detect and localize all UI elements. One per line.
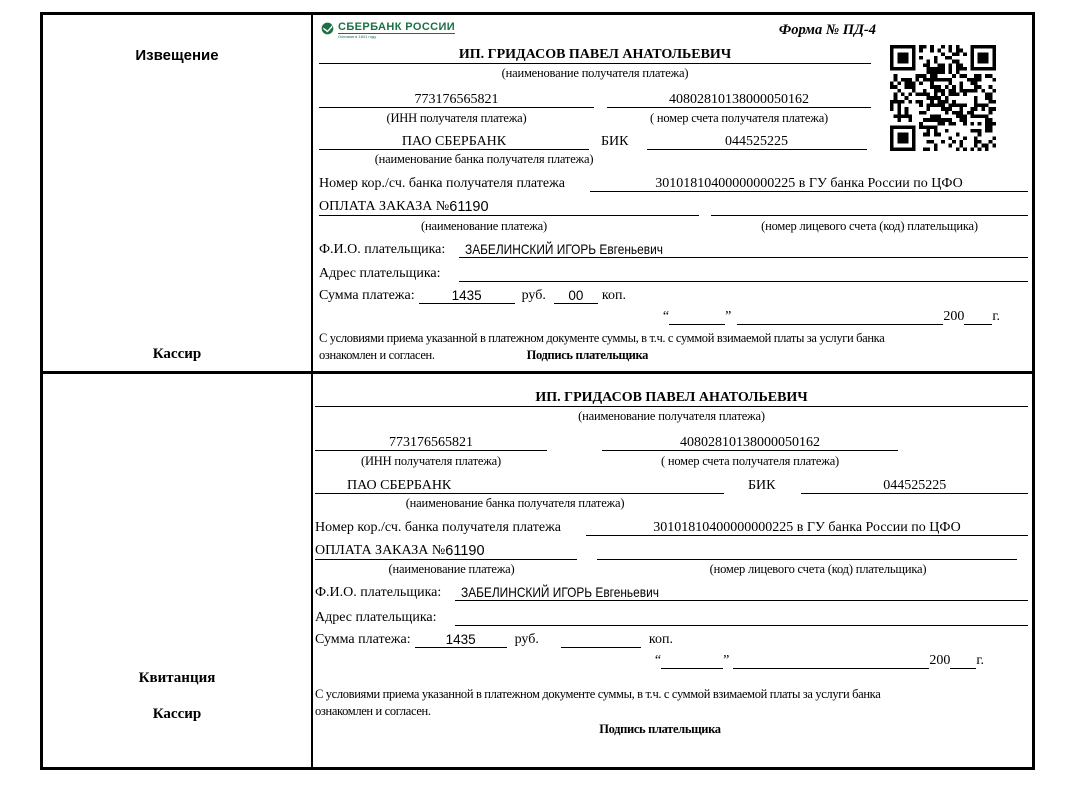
signature-label-notice: Подпись плательщика xyxy=(526,347,649,362)
bik-label: БИК xyxy=(601,133,629,149)
corr-account-value: 30101810400000000225 в ГУ банка России по ЦФО xyxy=(655,175,963,191)
address-field xyxy=(459,281,1028,282)
payee-name-block xyxy=(319,43,871,81)
payee-name-caption-receipt: (наименование получателя платежа) xyxy=(578,409,765,423)
fio-field-receipt xyxy=(455,585,1028,601)
personal-account-caption-receipt: (номер лицевого счета (код) плательщика) xyxy=(709,562,927,576)
corr-account-label: Номер кор./сч. банка получателя платежа xyxy=(319,175,565,191)
amount-rub-field-receipt xyxy=(415,633,507,648)
bik-field-receipt xyxy=(801,478,1028,494)
bik-value: 044525225 xyxy=(725,133,788,149)
year-prefix: 200 xyxy=(943,308,965,324)
receipt-left-cell xyxy=(43,374,313,767)
date-month-field xyxy=(737,324,943,325)
corr-account-field-receipt xyxy=(586,520,1028,536)
receipt-form-cell xyxy=(313,374,1032,767)
fio-value: ЗАБЕЛИНСКИЙ ИГОРЬ Евгеньевич xyxy=(465,241,664,258)
date-open-quote: “ xyxy=(662,308,670,324)
date-month-field-receipt xyxy=(733,668,929,669)
amount-kop-field xyxy=(554,289,598,304)
agreement-text-receipt xyxy=(315,686,1005,738)
account-value: 40802810138000050162 xyxy=(669,91,809,107)
notice-section-row xyxy=(43,15,1032,374)
notice-form-cell xyxy=(313,15,1032,371)
account-caption: ( номер счета получателя платежа) xyxy=(649,111,829,125)
order-number-value: 61190 xyxy=(449,198,489,215)
cashier-label-receipt: Кассир xyxy=(152,706,202,722)
payment-name-field xyxy=(319,199,699,216)
receipt-section-row xyxy=(43,374,1032,767)
rub-label-receipt: руб. xyxy=(514,631,539,647)
address-label: Адрес плательщика: xyxy=(319,265,441,281)
date-day-field xyxy=(669,324,725,325)
date-close-quote-receipt: ” xyxy=(723,652,730,668)
fio-field xyxy=(459,242,1028,258)
payment-name-caption: (наименование платежа) xyxy=(421,219,547,233)
qr-code xyxy=(890,45,996,151)
bank-name-field-receipt xyxy=(315,478,724,494)
notice-label: Извещение xyxy=(135,47,219,64)
corr-account-field xyxy=(590,176,1028,192)
inn-caption: (ИНН получателя платежа) xyxy=(386,111,527,125)
form-number-label: Форма № ПД-4 xyxy=(778,22,876,38)
kop-label-receipt: коп. xyxy=(648,631,673,647)
sberbank-circle-icon xyxy=(321,22,334,35)
corr-account-value-receipt: 30101810400000000225 в ГУ банка России по ЦФО xyxy=(653,519,961,535)
agreement-line2-receipt: ознакомлен и согласен. xyxy=(315,703,431,718)
sberbank-logo-tagline: Основан в 1841 году xyxy=(338,34,377,40)
receipt-label: Квитанция xyxy=(138,670,216,686)
amount-rub-value-receipt: 1435 xyxy=(445,631,476,647)
amount-label: Сумма платежа: xyxy=(319,287,415,303)
bik-label-receipt: БИК xyxy=(747,477,776,493)
fio-value-receipt: ЗАБЕЛИНСКИЙ ИГОРЬ Евгеньевич xyxy=(461,584,660,601)
bank-name-value: ПАО СБЕРБАНК xyxy=(401,133,507,149)
notice-header-row xyxy=(319,18,1028,43)
agreement-line1-receipt: С условиями приема указанной в платежном документе суммы, в т.ч. с суммой взимаемой платы за услуги банка xyxy=(315,687,881,701)
payee-name-block-receipt xyxy=(315,386,1028,424)
account-field-receipt xyxy=(602,435,898,451)
inn-field-receipt xyxy=(315,435,547,451)
agreement-line2: ознакомлен и согласен. xyxy=(319,347,435,362)
bik-field xyxy=(647,134,867,150)
inn-caption-receipt: (ИНН получателя платежа) xyxy=(361,454,501,468)
sberbank-logo-text: СБЕРБАНК РОССИИ xyxy=(338,21,456,33)
bank-name-field xyxy=(319,134,589,150)
year-suffix: г. xyxy=(992,308,1000,324)
year-prefix-receipt: 200 xyxy=(929,652,951,668)
payment-name-prefix: ОПЛАТА ЗАКАЗА № xyxy=(319,198,450,214)
amount-label-receipt: Сумма платежа: xyxy=(315,631,411,647)
address-field-receipt xyxy=(455,625,1028,626)
year-suffix-receipt: г. xyxy=(976,652,984,668)
bik-value-receipt: 044525225 xyxy=(883,477,947,493)
inn-value-receipt: 773176565821 xyxy=(389,434,473,450)
payment-name-prefix-receipt: ОПЛАТА ЗАКАЗА № xyxy=(315,542,446,558)
payment-name-caption-receipt: (наименование платежа) xyxy=(388,562,515,576)
fio-label: Ф.И.О. плательщика: xyxy=(319,241,446,257)
date-close-quote: ” xyxy=(725,308,732,324)
payment-name-field-receipt xyxy=(315,543,577,560)
account-value-receipt: 40802810138000050162 xyxy=(680,434,820,450)
kop-label: коп. xyxy=(601,287,626,303)
account-caption-receipt: ( номер счета получателя платежа) xyxy=(660,454,840,468)
personal-account-caption: (номер лицевого счета (код) плательщика) xyxy=(761,219,978,233)
bank-name-caption: (наименование банка получателя платежа) xyxy=(374,152,594,166)
year-field xyxy=(964,324,992,325)
fio-label-receipt: Ф.И.О. плательщика: xyxy=(315,584,442,600)
payee-name-receipt: ИП. ГРИДАСОВ ПАВЕЛ АНАТОЛЬЕВИЧ xyxy=(315,386,1028,407)
date-open-quote-receipt: “ xyxy=(654,652,662,668)
form-table xyxy=(40,12,1035,770)
bank-name-value-receipt: ПАО СБЕРБАНК xyxy=(347,477,452,493)
date-day-field-receipt xyxy=(661,668,723,669)
rub-label: руб. xyxy=(521,287,546,303)
inn-field xyxy=(319,92,594,108)
agreement-text-notice xyxy=(319,330,999,364)
amount-rub-field xyxy=(419,289,515,304)
account-field xyxy=(607,92,871,108)
year-field-receipt xyxy=(950,668,976,669)
sberbank-logo xyxy=(321,21,455,40)
address-label-receipt: Адрес плательщика: xyxy=(315,609,437,625)
amount-kop-value: 00 xyxy=(568,287,584,303)
amount-kop-field-receipt xyxy=(561,647,641,648)
order-number-value-receipt: 61190 xyxy=(445,542,485,559)
bank-name-caption-receipt: (наименование банка получателя платежа) xyxy=(405,496,625,510)
payee-name-caption: (наименование получателя платежа) xyxy=(501,66,689,80)
payee-name: ИП. ГРИДАСОВ ПАВЕЛ АНАТОЛЬЕВИЧ xyxy=(319,43,871,64)
signature-label-receipt: Подпись плательщика xyxy=(599,721,721,736)
cashier-label-notice: Кассир xyxy=(152,346,202,362)
amount-rub-value: 1435 xyxy=(451,287,482,303)
corr-account-label-receipt: Номер кор./сч. банка получателя платежа xyxy=(315,519,561,535)
inn-value: 773176565821 xyxy=(414,91,499,107)
agreement-line1: С условиями приема указанной в платежном документе суммы, в т.ч. с суммой взимаемой платы за услуги банка xyxy=(319,331,885,345)
notice-left-cell xyxy=(43,15,313,371)
